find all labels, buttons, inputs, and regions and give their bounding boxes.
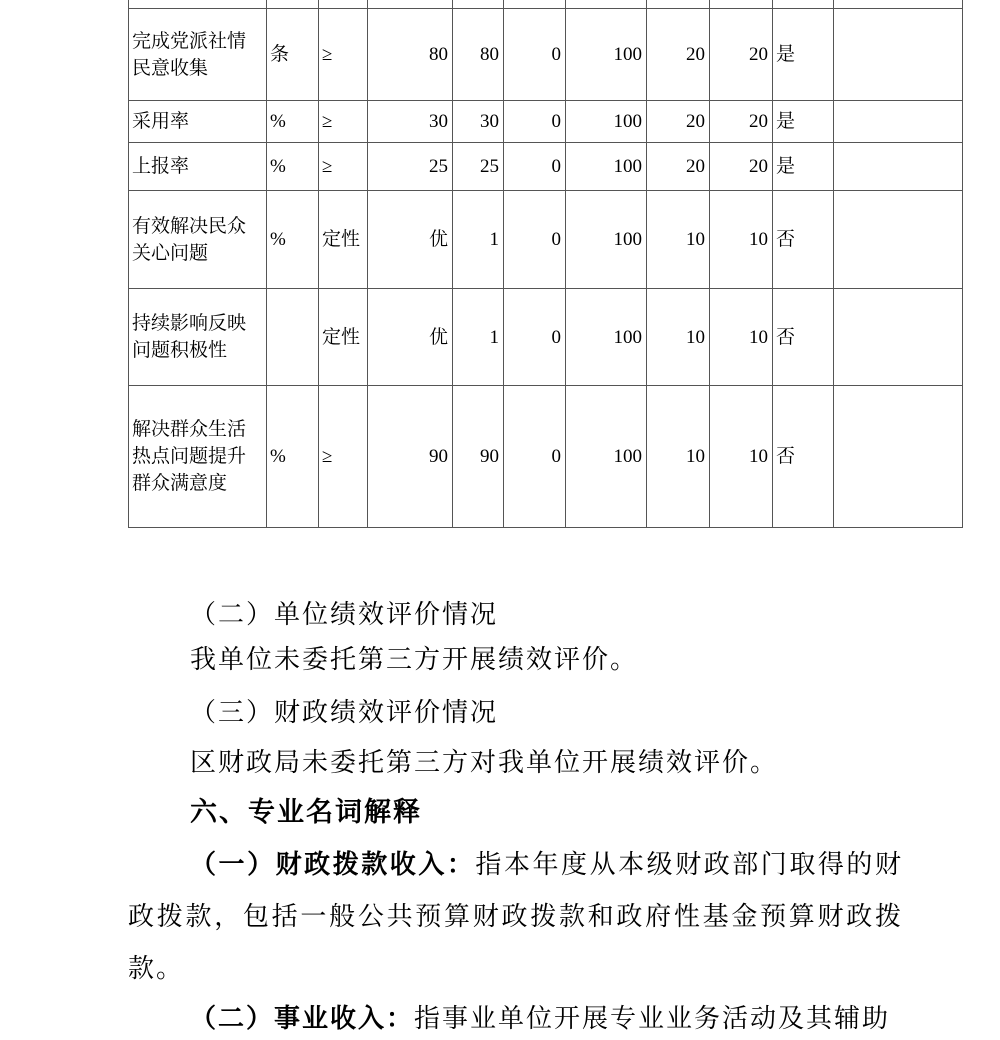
table-cell: 定性 xyxy=(319,289,368,386)
paragraph-unit-evaluation: 我单位未委托第三方开展绩效评价。 xyxy=(190,645,639,674)
table-cell: 20 xyxy=(710,9,773,101)
term-definition: 指本年度从本级财政部门取得的财政拨款，包括一般公共预算财政拨款和政府性基金预算财政拨款。 xyxy=(128,850,903,983)
table-cell xyxy=(319,0,368,9)
table-cell: % xyxy=(267,101,319,143)
term-lead: （二）事业收入： xyxy=(190,1004,415,1033)
table-cell: 25 xyxy=(453,143,504,191)
table-cell: 持续影响反映问题积极性 xyxy=(129,289,267,386)
table-cell: 采用率 xyxy=(129,101,267,143)
table-cell xyxy=(566,0,647,9)
table-cell: 0 xyxy=(504,386,566,528)
paragraph-fiscal-evaluation: 区财政局未委托第三方对我单位开展绩效评价。 xyxy=(190,748,779,777)
table-cell: 20 xyxy=(647,9,710,101)
table-cell xyxy=(834,0,963,9)
table-cell: 100 xyxy=(566,9,647,101)
table-cell: 0 xyxy=(504,9,566,101)
table-cell xyxy=(129,0,267,9)
table-cell: ≥ xyxy=(319,143,368,191)
table-cell: 0 xyxy=(504,101,566,143)
table-row xyxy=(129,143,963,191)
table-cell: 20 xyxy=(647,143,710,191)
table-row xyxy=(129,191,963,289)
table-cell: 否 xyxy=(773,289,834,386)
table-cell: 0 xyxy=(504,191,566,289)
table-cell xyxy=(834,101,963,143)
table-cell xyxy=(834,289,963,386)
table-cell: 解决群众生活热点问题提升群众满意度 xyxy=(129,386,267,528)
section-heading-unit-evaluation: （二）单位绩效评价情况 xyxy=(190,600,499,629)
section-heading-glossary: 六、专业名词解释 xyxy=(190,797,422,828)
table-cell: 10 xyxy=(710,191,773,289)
term-lead: （一）财政拨款收入： xyxy=(190,850,476,879)
table-cell: 10 xyxy=(647,289,710,386)
table-cell: 是 xyxy=(773,143,834,191)
table-cell: ≥ xyxy=(319,101,368,143)
table-cell: 完成党派社情民意收集 xyxy=(129,9,267,101)
table-cell xyxy=(368,0,453,9)
table-cell: 条 xyxy=(267,9,319,101)
table-cell xyxy=(267,0,319,9)
table-cell: 20 xyxy=(710,101,773,143)
table-cell: 0 xyxy=(504,289,566,386)
table-cell xyxy=(834,9,963,101)
table-cell: 0 xyxy=(504,143,566,191)
table-row xyxy=(129,101,963,143)
table-cell: 10 xyxy=(647,386,710,528)
table-cell: 定性 xyxy=(319,191,368,289)
section-heading-fiscal-evaluation: （三）财政绩效评价情况 xyxy=(190,698,499,727)
table-cell: 20 xyxy=(647,101,710,143)
table-cell: 优 xyxy=(368,191,453,289)
table-cell: 有效解决民众关心问题 xyxy=(129,191,267,289)
table-row xyxy=(129,9,963,101)
table-cell: 100 xyxy=(566,289,647,386)
term-paragraph-business-income xyxy=(128,993,903,1040)
table-cell xyxy=(504,0,566,9)
table-cell: 1 xyxy=(453,289,504,386)
table-row xyxy=(129,289,963,386)
table-cell xyxy=(773,0,834,9)
table-cell: 是 xyxy=(773,9,834,101)
table-cell: % xyxy=(267,386,319,528)
table-cell: 10 xyxy=(647,191,710,289)
table-cell: 100 xyxy=(566,101,647,143)
table-cell: 上报率 xyxy=(129,143,267,191)
table-cell xyxy=(834,386,963,528)
table-cell: 25 xyxy=(368,143,453,191)
table-cell: 10 xyxy=(710,289,773,386)
table-cell: % xyxy=(267,191,319,289)
table-cell xyxy=(710,0,773,9)
table-cell: 100 xyxy=(566,143,647,191)
table-cell: ≥ xyxy=(319,386,368,528)
table-cell: 1 xyxy=(453,191,504,289)
table-cell: 是 xyxy=(773,101,834,143)
table-cell xyxy=(267,289,319,386)
table-cell: 100 xyxy=(566,191,647,289)
table-cell: 10 xyxy=(710,386,773,528)
performance-table-body xyxy=(129,0,963,528)
table-cell: 20 xyxy=(710,143,773,191)
table-cell: 30 xyxy=(368,101,453,143)
table-cell: % xyxy=(267,143,319,191)
table-cell: 30 xyxy=(453,101,504,143)
term-paragraph-fiscal-appropriation-income xyxy=(128,839,903,995)
table-cell xyxy=(834,143,963,191)
table-cell xyxy=(834,191,963,289)
performance-indicator-table xyxy=(128,0,963,528)
table-row xyxy=(129,386,963,528)
table-cell: ≥ xyxy=(319,9,368,101)
table-cell: 80 xyxy=(368,9,453,101)
table-cell: 优 xyxy=(368,289,453,386)
table-cell: 否 xyxy=(773,386,834,528)
table-cell: 90 xyxy=(453,386,504,528)
term-definition: 指事业单位开展专业业务活动及其辅助 xyxy=(414,1004,891,1033)
table-cell: 100 xyxy=(566,386,647,528)
table-cell: 80 xyxy=(453,9,504,101)
table-cell: 90 xyxy=(368,386,453,528)
table-cell: 否 xyxy=(773,191,834,289)
table-cell xyxy=(453,0,504,9)
table-row-clipped xyxy=(129,0,963,9)
table-cell xyxy=(647,0,710,9)
